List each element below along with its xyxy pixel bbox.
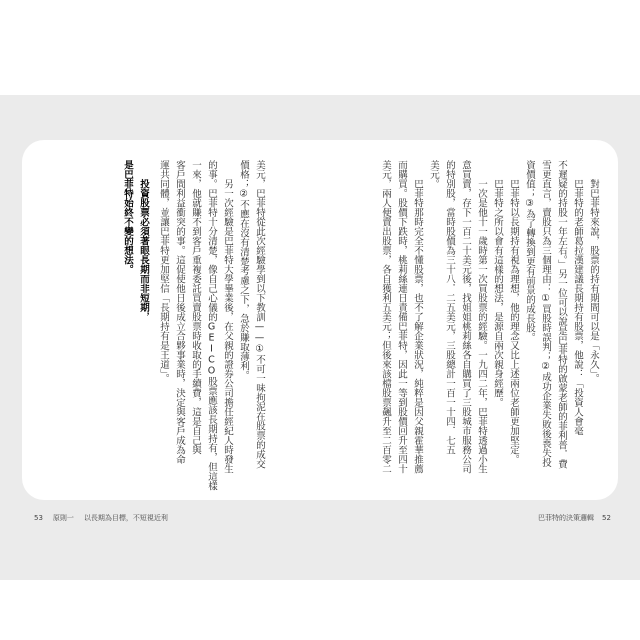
text-column: 不遲疑的持股一年左右。」另一位可以說是巴菲特的啟蒙老師的菲利普．費: [556, 160, 567, 469]
text-column: 客戶間利益衝突的事。這促使他日後成立合夥事業時，決定與客戶成為命: [174, 160, 185, 464]
text-column: 意買賣，存下一百二十美元後，找姐姐桃莉絲各自購買了三股城市服務公司: [460, 160, 471, 474]
running-head-chapter: 原則一: [52, 514, 74, 522]
text-column: 資價值；③為了轉換到更有前景的成長股。: [524, 160, 535, 342]
text-column: 美元，兩人便賣出股票，各自獲利五美元；但後來該檔股票飆升至二百零二: [380, 160, 391, 474]
text-column: 巴菲特的老師葛拉漢建議長期持有股票，他說：「投資人會毫: [572, 179, 583, 436]
page-number: 53: [34, 514, 43, 522]
right-page-footer: [530, 513, 611, 523]
text-column: 運共同體，並讓巴菲特更加堅信「長期持有是王道」。: [158, 160, 169, 384]
text-column: 而購買。股價下跌時，桃莉絲連日責備巴菲特，因此一等到股價回升至四十: [396, 160, 407, 474]
text-column: 美元。: [428, 160, 439, 189]
text-column: 的特別股，當時股價為三十八．二五美元，三股總計一百一十四．七五: [444, 160, 455, 455]
text-column: 美元，巴菲特從此次經驗學到以下教訓——①不可一味拘泥在股票的成交: [254, 160, 265, 469]
text-column: 一來，他就賺不到客戶重複委託買賣股票時收取的手續費，這是自己與: [190, 160, 201, 455]
text-column: 雪更直言，賣股只為三個理由：①買股時誤判；②成功企業失敗後喪失投: [540, 160, 551, 467]
running-head-chapter-title: 以長期為目標，不短視近利: [83, 514, 168, 522]
text-column: 巴菲特那時完全不懂股票，也不了解企業狀況，純粹是因父親霍華推薦: [412, 179, 423, 474]
text-column: 對巴菲特來說，股票的持有期間可以是「永久」。: [588, 179, 599, 384]
text-column: 價格；②不應在沒有清楚考慮之下，急於賺取薄利。: [238, 160, 249, 380]
bold-summary-column: 投資股票必須著眼長期而非短期，: [138, 179, 149, 322]
text-column: 巴菲特以長期持有視為理想，他的理念又比上述兩位老師更加堅定。: [508, 179, 519, 464]
text-column: 另一次經驗是巴菲特大學畢業後，在父親的證券公司擔任經紀人時發生: [222, 179, 233, 474]
text-column: 一次是他十一歲時第一次買股票的經驗。一九四二年，巴菲特透過小生: [476, 179, 487, 474]
text-column: 的事。巴菲特十分清楚，像自己心儀的GEICO股票應該長期持有，但這樣: [206, 160, 217, 491]
page-number: 52: [602, 514, 611, 522]
left-page-footer: [34, 513, 178, 523]
bold-summary-column: 是巴菲特始終不變的想法。: [122, 160, 133, 274]
text-column: 巴菲特之所以會有這樣的想法，是源自兩次親身經歷。: [492, 179, 503, 407]
running-head-book-title: 巴菲特的決策邏輯: [538, 514, 594, 522]
